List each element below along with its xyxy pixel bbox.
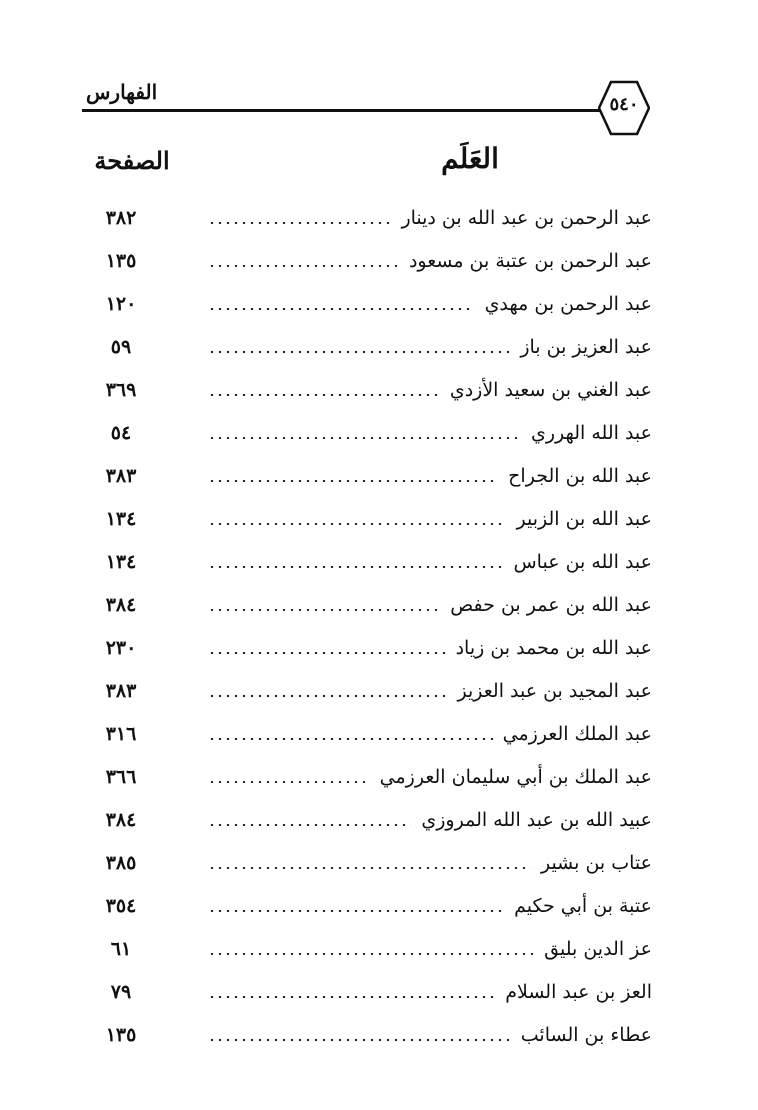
entry-name: عبد الله بن الجراح — [508, 464, 652, 487]
index-entry — [82, 755, 652, 798]
entry-name: عبد الله بن عباس — [513, 550, 652, 573]
entry-page: ٥٤ — [110, 421, 132, 444]
dot-leader — [208, 609, 440, 611]
dot-leader — [208, 308, 475, 310]
entry-page: ٣٦٩ — [105, 378, 137, 401]
entry-name: عبد الرحمن بن مهدي — [484, 292, 652, 315]
index-entry — [82, 712, 652, 755]
index-entry — [82, 411, 652, 454]
entry-name: عبد الله الهرري — [530, 421, 652, 444]
page-number-badge — [598, 80, 650, 136]
dot-leader — [208, 480, 498, 482]
index-entry — [82, 239, 652, 282]
entry-name: عطاء بن السائب — [520, 1023, 652, 1046]
index-entry — [82, 669, 652, 712]
entry-name: عبد الملك بن أبي سليمان العرزمي — [379, 765, 652, 788]
entry-name: عبد الله بن عمر بن حفص — [450, 593, 652, 616]
entry-name: عبد الله بن الزبير — [516, 507, 652, 530]
dot-leader — [208, 910, 504, 912]
dot-leader — [208, 996, 495, 998]
index-entry — [82, 841, 652, 884]
index-entry — [82, 540, 652, 583]
dot-leader — [208, 652, 446, 654]
dot-leader — [208, 566, 503, 568]
dot-leader — [208, 953, 534, 955]
dot-leader — [208, 1039, 511, 1041]
dot-leader — [208, 394, 440, 396]
index-entry — [82, 282, 652, 325]
entry-page: ١٢٠ — [105, 292, 137, 315]
dot-leader — [208, 523, 506, 525]
entry-page: ٣٨٣ — [105, 679, 137, 702]
entry-page: ٧٩ — [110, 980, 132, 1003]
entry-name: عتبة بن أبي حكيم — [514, 894, 652, 917]
entry-page: ٣١٦ — [105, 722, 137, 745]
index-entry — [82, 454, 652, 497]
dot-leader — [208, 738, 493, 740]
entry-page: ٥٩ — [110, 335, 132, 358]
index-list — [82, 196, 652, 1056]
dot-leader — [208, 222, 391, 224]
page-number: ٥٤٠ — [609, 94, 639, 115]
entry-page: ٣٨٢ — [105, 206, 137, 229]
entry-page: ٣٨٥ — [105, 851, 137, 874]
entry-page: ١٣٤ — [105, 507, 137, 530]
index-entry — [82, 583, 652, 626]
entry-page: ١٣٥ — [105, 249, 137, 272]
dot-leader — [208, 351, 510, 353]
column-header-page: الصفحة — [94, 146, 170, 175]
index-entry — [82, 626, 652, 669]
dot-leader — [208, 867, 531, 869]
column-header-name: العَلَم — [441, 142, 499, 175]
dot-leader — [208, 781, 370, 783]
dot-leader — [208, 265, 399, 267]
dot-leader — [208, 437, 521, 439]
entry-name: عبد الملك العرزمي — [502, 722, 652, 745]
dot-leader — [208, 824, 411, 826]
index-entry — [82, 884, 652, 927]
entry-name: عبيد الله بن عبد الله المروزي — [421, 808, 652, 831]
entry-name: عبد المجيد بن عبد العزيز — [457, 679, 652, 702]
entry-name: العز بن عبد السلام — [505, 980, 652, 1003]
entry-page: ٦١ — [110, 937, 132, 960]
entry-name: عبد الغني بن سعيد الأزدي — [449, 378, 652, 401]
entry-page: ٣٨٤ — [105, 808, 137, 831]
index-entry — [82, 927, 652, 970]
index-entry — [82, 325, 652, 368]
entry-name: عز الدين بليق — [544, 937, 652, 960]
header-rule — [82, 109, 602, 112]
entry-page: ١٣٤ — [105, 550, 137, 573]
entry-page: ٢٣٠ — [105, 636, 137, 659]
index-entry — [82, 1013, 652, 1056]
entry-page: ٣٨٤ — [105, 593, 137, 616]
entry-name: عبد الرحمن بن عبد الله بن دينار — [401, 206, 652, 229]
dot-leader — [208, 695, 447, 697]
index-entry — [82, 970, 652, 1013]
entry-page: ١٣٥ — [105, 1023, 137, 1046]
index-entry — [82, 497, 652, 540]
entry-name: عبد الله بن محمد بن زياد — [455, 636, 652, 659]
index-entry — [82, 196, 652, 239]
entry-name: عبد الرحمن بن عتبة بن مسعود — [408, 249, 652, 272]
entry-name: عتاب بن بشير — [540, 851, 652, 874]
entry-page: ٣٥٤ — [105, 894, 137, 917]
index-entry — [82, 368, 652, 411]
entry-name: عبد العزيز بن باز — [520, 335, 652, 358]
entry-page: ٣٦٦ — [105, 765, 137, 788]
header-title: الفهارس — [86, 80, 158, 104]
index-entry — [82, 798, 652, 841]
entry-page: ٣٨٣ — [105, 464, 137, 487]
